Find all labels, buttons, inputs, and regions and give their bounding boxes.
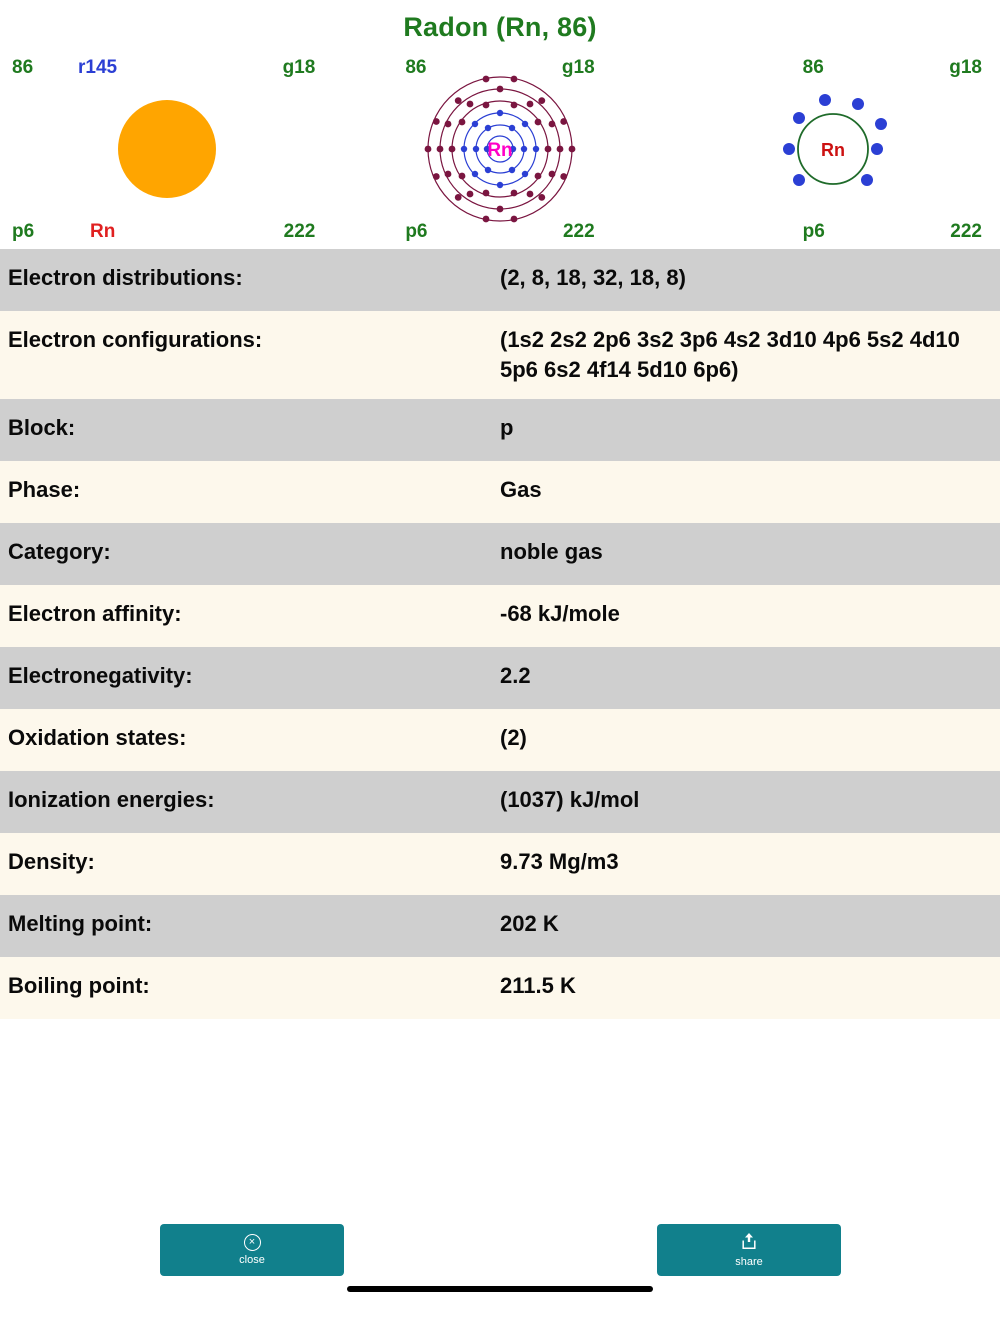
sphere-model-panel <box>0 49 333 249</box>
table-row <box>0 311 1000 399</box>
valence-mass: 222 <box>950 221 982 242</box>
bohr-model-panel <box>333 49 666 249</box>
share-button-label: share <box>735 1256 763 1268</box>
row-value: p <box>500 415 514 440</box>
row-label: Phase: <box>8 477 81 502</box>
row-label: Electron distributions: <box>8 265 243 290</box>
row-label: Ionization energies: <box>8 787 215 812</box>
row-label: Block: <box>8 415 76 440</box>
share-upload-icon <box>741 1232 757 1253</box>
close-button[interactable] <box>160 1224 344 1276</box>
row-label: Density: <box>8 849 95 874</box>
bohr-period: p6 <box>405 221 428 242</box>
valence-period: p6 <box>802 221 825 242</box>
row-value: 202 K <box>500 911 559 936</box>
valence-nucleus-label: Rn <box>821 140 846 160</box>
row-value: (1s2 2s2 2p6 3s2 3p6 4s2 3d10 4p6 5s2 4d10 5p6 6s2 4f14 5d10 6p6) <box>500 327 960 382</box>
bohr-stage <box>333 79 666 219</box>
properties-table <box>0 249 1000 1019</box>
bohr-nucleus-label: Rn <box>487 140 513 161</box>
table-row <box>0 523 1000 585</box>
table-row <box>0 585 1000 647</box>
valence-model-panel <box>667 49 1000 249</box>
sphere-atomic-number: 86 <box>12 57 34 78</box>
row-label: Electron affinity: <box>8 601 182 626</box>
valence-atom-icon <box>763 84 903 214</box>
table-row <box>0 957 1000 1019</box>
valence-stage <box>667 79 1000 219</box>
close-circle-icon: × <box>244 1234 261 1251</box>
table-row <box>0 771 1000 833</box>
sphere-symbol: Rn <box>90 221 116 242</box>
row-label: Oxidation states: <box>8 725 187 750</box>
row-label: Melting point: <box>8 911 153 936</box>
page-title: Radon (Rn, 86) <box>403 12 597 42</box>
row-label: Category: <box>8 539 111 564</box>
bottom-bar <box>0 1224 1000 1334</box>
table-row <box>0 833 1000 895</box>
row-label: Electron configurations: <box>8 327 263 352</box>
sphere-radius: r145 <box>78 57 118 78</box>
table-row <box>0 461 1000 523</box>
sphere-group: g18 <box>282 57 316 78</box>
table-row <box>0 647 1000 709</box>
sphere-stage <box>0 79 333 219</box>
row-value: -68 kJ/mole <box>500 601 620 626</box>
sphere-period: p6 <box>12 221 35 242</box>
atom-sphere-icon <box>118 100 216 198</box>
row-value: 2.2 <box>500 663 531 688</box>
row-value: noble gas <box>500 539 603 564</box>
share-button[interactable] <box>657 1224 841 1276</box>
close-button-label: close <box>239 1254 265 1266</box>
row-value: 9.73 Mg/m3 <box>500 849 619 874</box>
table-row <box>0 249 1000 311</box>
atom-model-panels <box>0 49 1000 249</box>
row-value: (2) <box>500 725 527 750</box>
bohr-group: g18 <box>561 57 595 78</box>
row-value: Gas <box>500 477 542 502</box>
row-value: (1037) kJ/mol <box>500 787 640 812</box>
table-row <box>0 895 1000 957</box>
valence-atomic-number: 86 <box>802 57 824 78</box>
row-label: Boiling point: <box>8 973 150 998</box>
row-label: Electronegativity: <box>8 663 193 688</box>
table-row <box>0 709 1000 771</box>
sphere-mass: 222 <box>283 221 316 242</box>
table-row <box>0 399 1000 461</box>
home-indicator[interactable] <box>347 1286 653 1292</box>
bohr-mass: 222 <box>562 221 595 242</box>
row-value: (2, 8, 18, 32, 18, 8) <box>500 265 686 290</box>
bohr-atomic-number: 86 <box>405 57 427 78</box>
row-value: 211.5 K <box>500 973 576 998</box>
bohr-atom-icon <box>410 64 590 234</box>
valence-group: g18 <box>949 57 982 78</box>
